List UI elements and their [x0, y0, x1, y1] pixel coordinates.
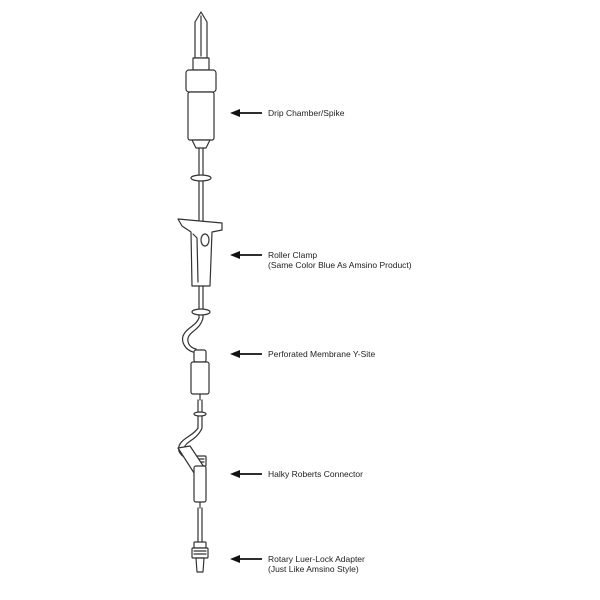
tubing-upper — [191, 148, 211, 222]
luer-lock-adapter — [192, 542, 208, 572]
arrow-luer-lock — [230, 555, 262, 563]
callout-drip-chamber — [268, 108, 345, 118]
callout-y-site-text: Perforated Membrane Y-Site — [268, 349, 376, 359]
tubing-end — [198, 508, 202, 542]
callout-luer-lock-note: (Just Like Amsino Style) — [268, 564, 359, 574]
tubing-middle — [183, 286, 210, 352]
y-site — [191, 350, 209, 400]
callout-halky-roberts — [268, 469, 363, 479]
drip-chamber — [186, 70, 216, 148]
arrow-drip-chamber — [230, 109, 262, 117]
callout-roller-clamp — [268, 250, 412, 270]
arrow-y-site — [230, 350, 262, 358]
callout-y-site — [268, 349, 375, 359]
callout-luer-lock — [268, 554, 365, 574]
callout-drip-chamber-text: Drip Chamber/Spike — [268, 108, 345, 118]
callout-luer-lock-text: Rotary Luer-Lock Adapter — [268, 554, 365, 564]
arrow-roller-clamp — [230, 251, 262, 259]
callout-halky-roberts-text: Halky Roberts Connector — [268, 469, 363, 479]
callout-roller-clamp-note: (Same Color Blue As Amsino Product) — [268, 260, 412, 270]
spike — [193, 12, 209, 70]
callout-roller-clamp-text: Roller Clamp — [268, 250, 318, 260]
roller-clamp — [178, 219, 222, 286]
halky-roberts-connector — [178, 446, 206, 508]
arrow-halky-roberts — [230, 470, 262, 478]
